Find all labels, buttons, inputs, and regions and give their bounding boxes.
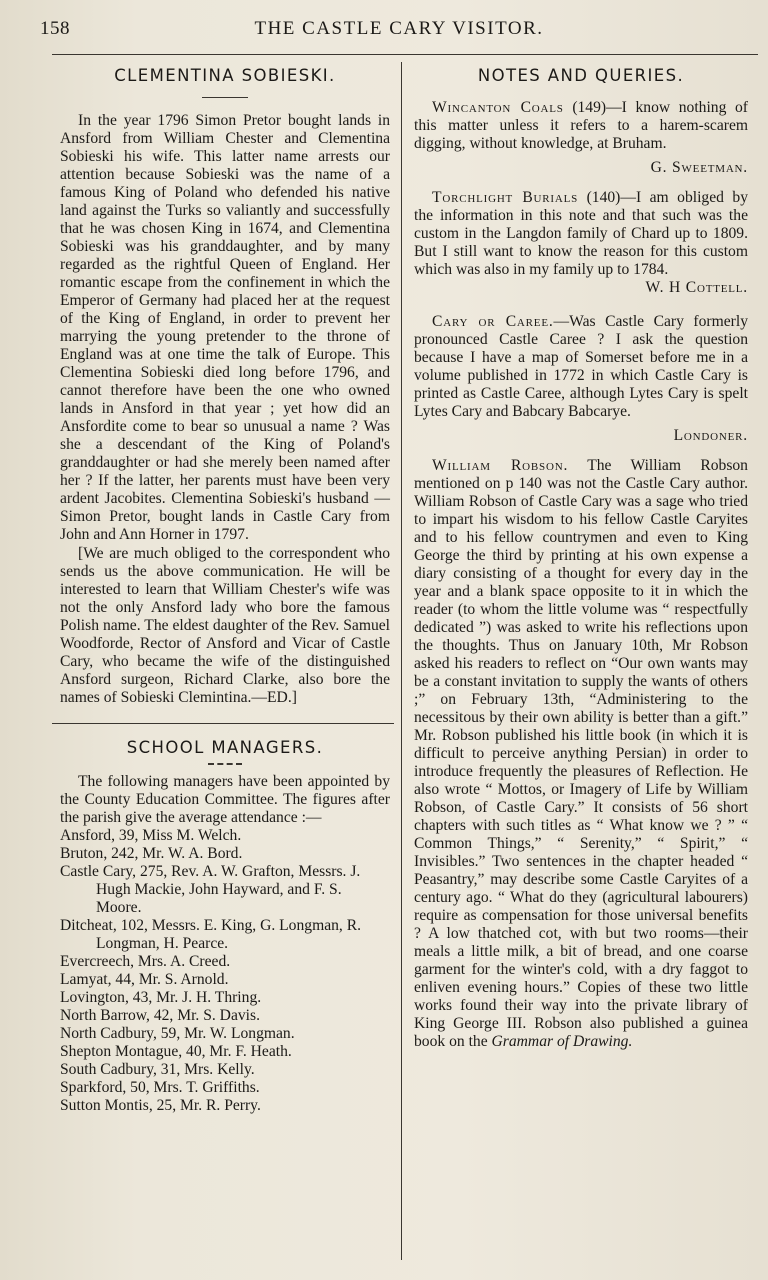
column-divider	[401, 62, 402, 1260]
page-header	[40, 14, 758, 48]
clementina-heading: CLEMENTINA SOBIESKI.	[114, 66, 336, 85]
entry-text: (140)—I am obliged by the information in this note and that such was the custom in the Langdon family of Chard up to 1809. But I still want to know the reason for this custom which was also in my family up to 1784.	[414, 189, 748, 278]
list-item: Evercreech, Mrs. A. Creed.	[60, 953, 231, 970]
school-managers-list	[60, 827, 390, 1115]
list-item: Lamyat, 44, Mr. S. Arnold.	[60, 971, 229, 988]
entry-title: Torchlight Burials	[432, 189, 579, 206]
entry-text: The William Robson mentioned on p 140 was not the Castle Cary author. William Robson of Castle Cary was a sage who tried to impart his wisdom to his fellow Castle Caryites and to his fellow countrymen and even to King George the third by printing at his own expense a diary consisting of a thought for every day in the year and a blank space opposite to it in which the reader (to whom the little volume was “ respectfully dedicated ”) was asked to write his reflections upon the thoughts. Thus on January 10th, Mr Robson asked his readers to reflect on “Our own wants may be a constant invitation to supply the wants of others ;” on February 13th, “Administering to the necessitous by their own ability is better than a gift.” Mr. Robson published his little book (in which it is difficult to perceive anything Persian) in order to introduce frequently the pleasures of Reflection. He also wrote “ Mottos, or Imagery of Life by William Robson, of Castle Cary.” It consists of 56 short chapters with such titles as “ What know we ? ” “ Common Things,” “ Serenity,” “ Spirit,” “ Invisibles.” Two sentences in the chapter headed “ Peasantry,” may describe some Castle Caryites of a century ago. “ What do they (agricultural labourers) require as compensation for those universal benefits ? A low thatched cot, with but two rooms—their meals a little milk, a bit of bread, and one coarse garment for the winter's cold, with a dry faggot to enliven evening hours.” Copies of these two little works found their way into the private library of King George III. Robson also published a guinea book on the	[414, 457, 748, 1050]
list-item: Sparkford, 50, Mrs. T. Griffiths.	[60, 1079, 260, 1096]
entry-title: William Robson.	[432, 457, 569, 474]
list-item: Shepton Montague, 40, Mr. F. Heath.	[60, 1043, 292, 1060]
entry-signature: W. H Cottell.	[645, 279, 748, 296]
query-wincanton-coals	[414, 99, 748, 177]
entry-signature: Londoner.	[673, 427, 748, 444]
notes-queries-heading: NOTES AND QUERIES.	[477, 66, 685, 85]
heading-rule	[208, 763, 242, 765]
list-item: Bruton, 242, Mr. W. A. Bord.	[60, 845, 243, 862]
entry-title: Cary or Caree.	[432, 313, 554, 330]
book-title: Grammar of Drawing.	[491, 1033, 633, 1050]
entry-signature: G. Sweetman.	[650, 159, 748, 176]
right-column	[414, 64, 748, 1063]
list-item: Ditcheat, 102, Messrs. E. King, G. Longman, R. Longman, H. Pearce.	[60, 917, 362, 952]
entry-text: —Was Castle Cary formerly pronounced Castle Caree ? I ask the question because I have a map of Somerset before me in a volume published in 1772 in which Castle Cary is printed as Castle Caree, although Lytes Cary is spelt Lytes Cary and Babcary Babcarye.	[414, 313, 748, 420]
editor-note: [We are much obliged to the correspondent who sends us the above communication. He will be interested to learn that William Chester's wife was not the only Ansford lady who bore the famous Polish name. The eldest daughter of the Rev. Samuel Woodforde, Rector of Ansford and Vicar of Castle Cary, who became the wife of the distinguished Ansford surgeon, Richard Clarke, also bore the names of Sobieski Clemintina.—ED.]	[60, 545, 390, 706]
school-managers-heading: SCHOOL MANAGERS.	[126, 738, 324, 757]
running-title: THE CASTLE CARY VISITOR.	[254, 18, 544, 39]
section-divider	[52, 723, 394, 724]
header-rule	[52, 54, 758, 55]
clementina-paragraph: In the year 1796 Simon Pretor bought lands in Ansford from William Chester and Clementina Sobieski his wife. This latter name arrests our attention because Sobieski was the name of a famous King of Poland who defended his native land against the Turks so valiantly and successfully that he was chosen King in 1674, and Clementina Sobieski was his granddaughter, and by many regarded as the rightful Queen of England. Her romantic escape from the confinement in which the Emperor of Germany had placed her at the request of the King of England, in order to prevent her marrying the young pretender to the throne of England was at one time the talk of Europe. This Clementina Sobieski died long before 1796, and cannot therefore have been the one who owned lands in Ansford in that year ; yet how did an Ansfordite come to bear so unusual a name ? Was she a descendant of the King of Poland's granddaughter or had she merely been named after her ? If the latter, her parents must have been very ardent Jacobites. Clementina Sobieski's husband — Simon Pretor, bought lands in Castle Cary from John and Ann Horner in 1797.	[60, 112, 390, 543]
query-william-robson	[414, 457, 748, 1051]
page-number: 158	[40, 18, 70, 39]
entry-title: Wincanton Coals	[432, 99, 564, 116]
list-item: North Cadbury, 59, Mr. W. Longman.	[60, 1025, 295, 1042]
left-column	[60, 64, 390, 1115]
entry-text: (149)—I know nothing of this matter unless it refers to a harem-scarem digging, without knowledge, at Bruham.	[414, 99, 748, 152]
school-intro: The following managers have been appointed by the County Education Committee. The figures after the parish give the average attendance :—	[60, 773, 390, 826]
list-item: Ansford, 39, Miss M. Welch.	[60, 827, 242, 844]
heading-rule	[202, 97, 248, 98]
query-torchlight-burials	[414, 189, 748, 297]
list-item: South Cadbury, 31, Mrs. Kelly.	[60, 1061, 255, 1078]
list-item: Castle Cary, 275, Rev. A. W. Grafton, Messrs. J. Hugh Mackie, John Hayward, and F. S. Moore.	[60, 863, 361, 916]
query-cary-or-caree	[414, 313, 748, 445]
list-item: Sutton Montis, 25, Mr. R. Perry.	[60, 1097, 261, 1114]
list-item: Lovington, 43, Mr. J. H. Thring.	[60, 989, 262, 1006]
list-item: North Barrow, 42, Mr. S. Davis.	[60, 1007, 260, 1024]
